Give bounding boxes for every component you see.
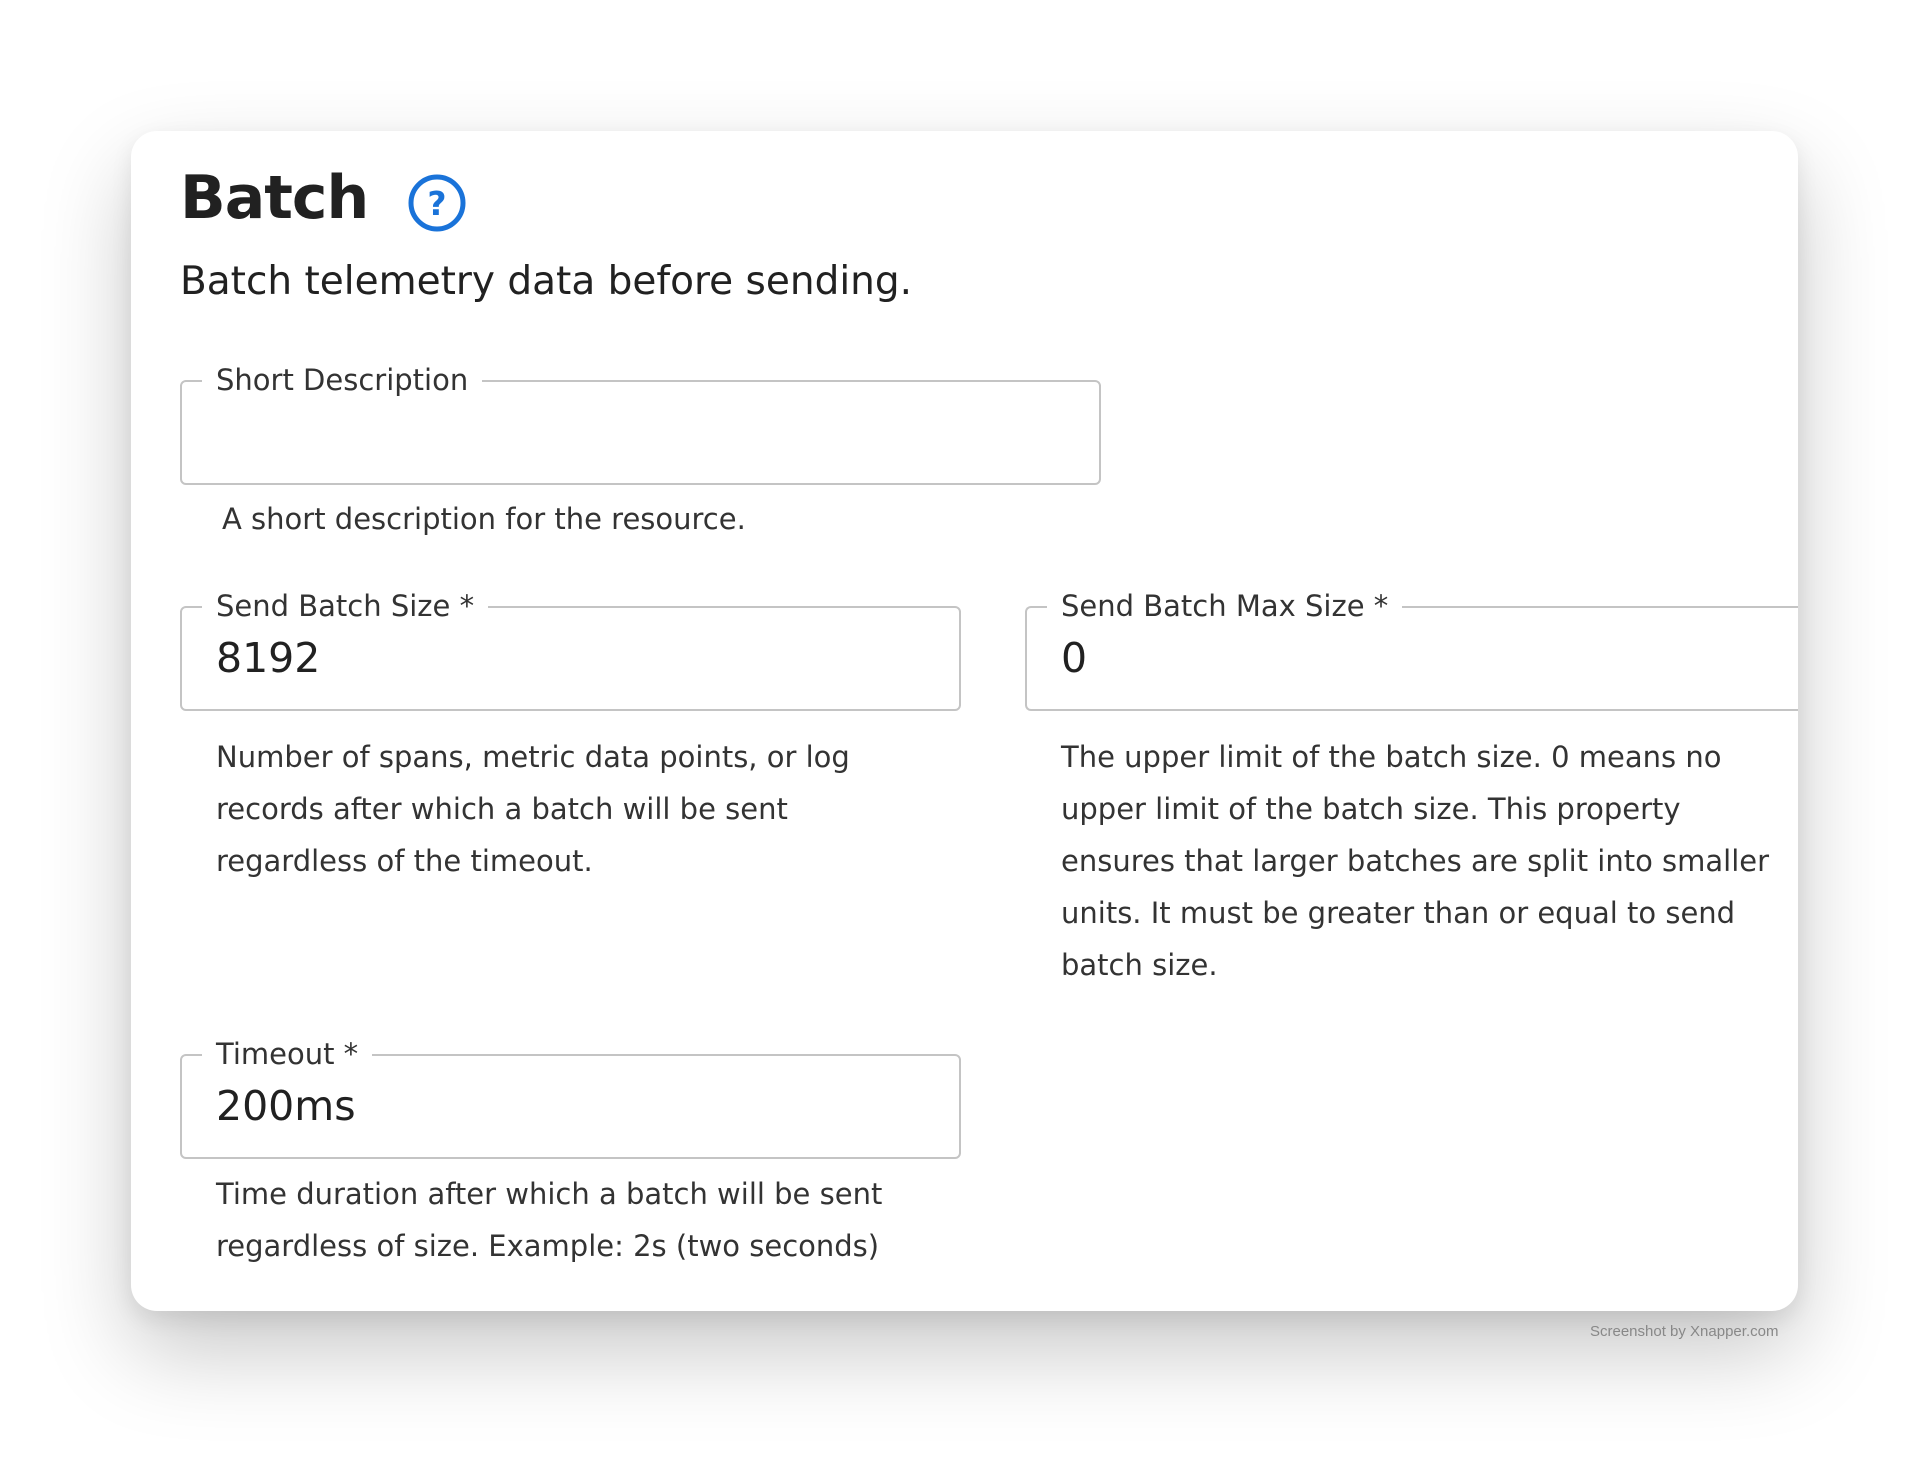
short-description-label: Short Description (202, 358, 482, 402)
send-batch-max-size-input[interactable]: 0 (1061, 634, 1088, 682)
send-batch-size-label: Send Batch Size * (202, 584, 488, 628)
short-description-input[interactable] (216, 408, 1076, 457)
send-batch-size-input[interactable]: 8192 (216, 634, 321, 682)
question-circle-icon[interactable] (407, 173, 467, 233)
short-description-field[interactable] (180, 363, 1101, 485)
short-description-helper: A short description for the resource. (222, 502, 746, 536)
page-subtitle: Batch telemetry data before sending. (180, 259, 913, 304)
watermark: Screenshot by Xnapper.com (1590, 1323, 1779, 1340)
send-batch-size-helper: Number of spans, metric data points, or log records after which a batch will be sent regardless of the timeout. (216, 740, 850, 878)
timeout-helper: Time duration after which a batch will be sent regardless of size. Example: 2s (two seconds) (216, 1177, 883, 1263)
send-batch-max-size-helper: The upper limit of the batch size. 0 means no upper limit of the batch size. This property ensures that larger batches are split into smaller units. It must be greater than or equal to send batch size. (1061, 740, 1770, 982)
timeout-input[interactable]: 200ms (216, 1082, 356, 1130)
send-batch-size-field[interactable] (180, 589, 961, 711)
batch-card (131, 131, 1798, 1311)
timeout-field[interactable] (180, 1037, 961, 1159)
timeout-label: Timeout * (202, 1032, 372, 1076)
svg-text:?: ? (427, 184, 447, 223)
page-title: Batch (180, 163, 369, 233)
send-batch-max-size-label: Send Batch Max Size * (1047, 584, 1402, 628)
send-batch-max-size-field[interactable] (1025, 589, 1798, 711)
